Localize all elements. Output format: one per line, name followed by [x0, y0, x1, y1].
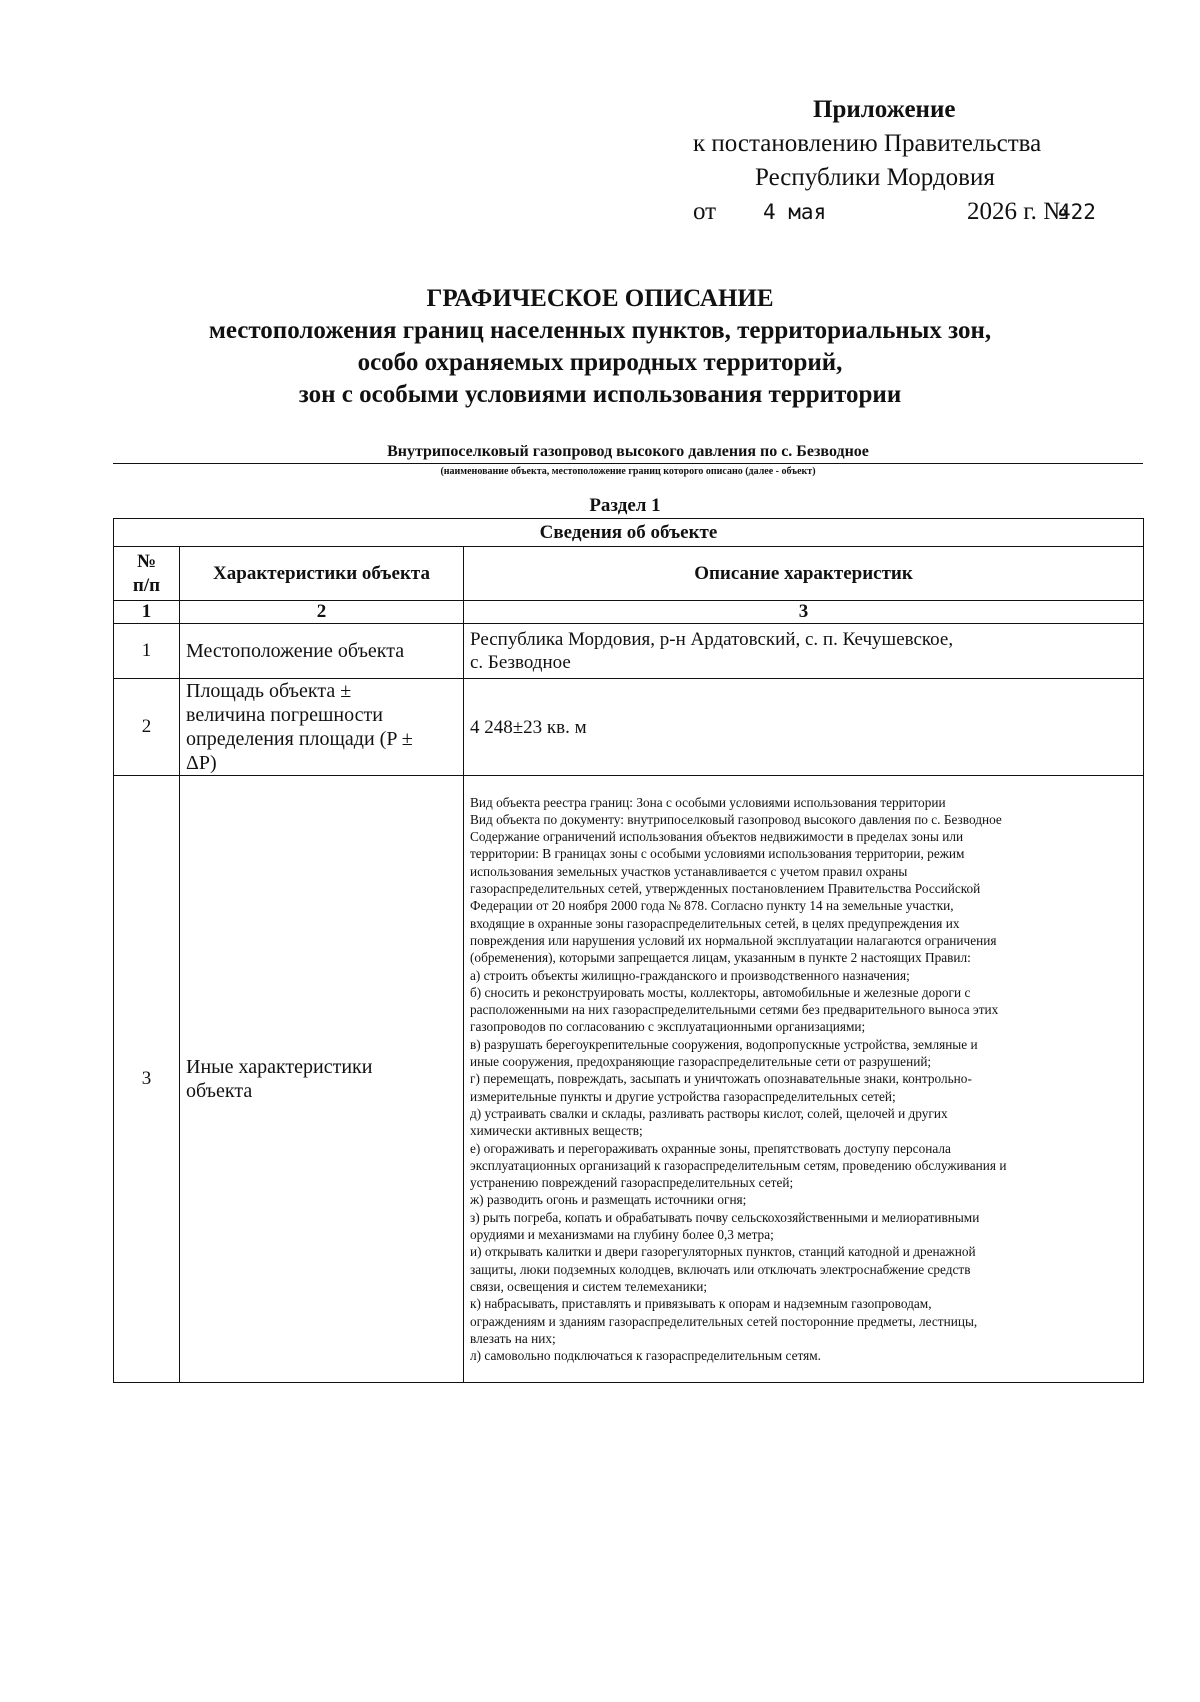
restriction-line: защиты, люки подземных колодцев, включать или отключать электроснабжение средств	[470, 1261, 971, 1277]
restriction-line: Вид объекта реестра границ: Зона с особыми условиями использования территории	[470, 794, 946, 810]
restriction-line: б) сносить и реконструировать мосты, коллекторы, автомобильные и железные дороги с	[470, 984, 971, 1000]
date-day: 4 мая	[763, 200, 827, 224]
restriction-line: повреждения или нарушения условий их нормальной эксплуатации налагаются ограничения	[470, 932, 997, 948]
restriction-line: расположенными на них газораспределительными сетями без предварительного выноса этих	[470, 1002, 999, 1018]
row-number: 1	[114, 624, 180, 679]
restriction-line: химически активных веществ;	[470, 1123, 643, 1139]
title-line-3: особо охраняемых природных территорий,	[357, 349, 843, 376]
restriction-line: устранению повреждений газораспределительных сетей;	[470, 1175, 794, 1191]
row-number: 2	[114, 679, 180, 776]
restriction-line: а) строить объекты жилищно-гражданского и производственного назначения;	[470, 967, 910, 983]
document-number: 422	[1058, 200, 1096, 224]
object-name-underline	[113, 463, 1143, 464]
restriction-line: ограждениям и зданиям газораспределительных сетей посторонние предметы, лестницы,	[470, 1313, 978, 1329]
restriction-line: Вид объекта по документу: внутрипоселковый газопровод высокого давления по с. Безводное	[470, 811, 1002, 827]
title-line-2: местоположения границ населенных пунктов, территориальных зон,	[208, 317, 992, 344]
characteristic-line: ΔP)	[186, 752, 217, 774]
table-row	[114, 776, 1144, 1383]
restriction-line: г) перемещать, повреждать, засыпать и уничтожать опознавательные знаки, контрольно-	[470, 1071, 972, 1087]
column-header-characteristic: Характеристики объекта	[180, 547, 464, 601]
appendix-title: Приложение	[813, 96, 956, 123]
restriction-line: Федерации от 20 ноября 2000 года № 878. Согласно пункту 14 на земельные участки,	[470, 898, 954, 914]
appendix-region: Республики Мордовия	[755, 164, 995, 191]
table-row	[114, 679, 1144, 776]
characteristic-line: Площадь объекта ±	[186, 680, 352, 702]
description-line: Республика Мордовия, р-н Ардатовский, с. п. Кечушевское,	[470, 629, 954, 650]
restriction-line: газопроводов по согласованию с эксплуатационными организациями;	[470, 1019, 866, 1035]
appendix-subtitle: к постановлению Правительства	[693, 130, 1042, 157]
date-year: 2026 г. №	[967, 198, 1068, 225]
object-caption: (наименование объекта, местоположение границ которого описано (далее - объект)	[440, 466, 816, 477]
table-row	[114, 624, 1144, 679]
restriction-line: л) самовольно подключаться к газораспределительным сетям.	[470, 1348, 821, 1364]
restriction-line: е) огораживать и перегораживать охранные зоны, препятствовать доступу персонала	[470, 1140, 951, 1156]
restriction-line: з) рыть погреба, копать и обрабатывать почву сельскохозяйственными и мелиоративными	[470, 1209, 980, 1225]
restriction-line: ж) разводить огонь и размещать источники огня;	[470, 1192, 747, 1208]
column-header-description: Описание характеристик	[464, 547, 1144, 601]
restriction-line: и) открывать калитки и двери газорегуляторных пунктов, станций катодной и дренажной	[470, 1244, 976, 1260]
characteristic-line: объекта	[186, 1080, 253, 1102]
restriction-line: влезать на них;	[470, 1330, 556, 1346]
title-line-4: зон с особыми условиями использования территории	[298, 381, 902, 408]
date-prefix: от	[693, 198, 717, 225]
object-info-table	[113, 518, 1144, 1383]
restriction-line: д) устраивать свалки и склады, разливать растворы кислот, солей, щелочей и других	[470, 1105, 948, 1121]
document-title	[0, 283, 1200, 411]
restriction-line: измерительные пункты и другие устройства газораспределительных сетей;	[470, 1088, 896, 1104]
restriction-line: Содержание ограничений использования объектов недвижимости в пределах зоны или	[470, 829, 964, 845]
column-index-2: 2	[180, 601, 464, 624]
restriction-line: использования земельных участков устанавливается с учетом правил охраны	[470, 863, 908, 879]
restriction-line: газораспределительных сетей, утвержденных постановлением Правительства Российской	[470, 881, 981, 897]
restriction-line: орудиями и механизмами на глубину более 0,3 метра;	[470, 1227, 774, 1243]
characteristic-line: определения площади (P ±	[186, 728, 413, 750]
restriction-line: в) разрушать берегоукрепительные сооружения, водопропускные устройства, земляные и	[470, 1036, 978, 1052]
row-characteristic	[180, 679, 464, 776]
restriction-line: входящие в охранные зоны газораспределительных сетей, в целях предупреждения их	[470, 915, 960, 931]
row-characteristic	[180, 776, 464, 1383]
description-line: с. Безводное	[470, 652, 571, 673]
row-number: 3	[114, 776, 180, 1383]
section-label: Раздел 1	[589, 495, 661, 516]
restriction-line: к) набрасывать, приставлять и привязывать к опорам и надземным газопроводам,	[470, 1296, 932, 1312]
row-description	[464, 624, 1144, 679]
restriction-line: эксплуатационных организаций к газораспределительным сетям, проведению обслуживания и	[470, 1157, 1007, 1173]
row-characteristic: Местоположение объекта	[180, 624, 464, 679]
restriction-line: территории: В границах зоны с особыми условиями использования территории, режим	[470, 846, 965, 862]
column-index-1: 1	[114, 601, 180, 624]
object-name: Внутрипоселковый газопровод высокого давления по с. Безводное	[387, 443, 869, 460]
column-index-3: 3	[464, 601, 1144, 624]
table-title: Сведения об объекте	[114, 519, 1144, 547]
column-header-number-text: № п/п	[132, 550, 161, 596]
restriction-line: иные сооружения, предохраняющие газораспределительные сети от разрушений;	[470, 1054, 932, 1070]
row-description: 4 248±23 кв. м	[464, 679, 1144, 776]
row-description-restrictions	[464, 776, 1144, 1383]
column-header-number	[114, 547, 180, 601]
title-line-1: ГРАФИЧЕСКОЕ ОПИСАНИЕ	[426, 285, 774, 312]
characteristic-line: Иные характеристики	[186, 1056, 373, 1078]
restriction-line: связи, освещения и систем телемеханики;	[470, 1278, 708, 1294]
characteristic-line: величина погрешности	[186, 704, 383, 726]
restriction-line: (обременения), которыми запрещается лицам, указанным в пункте 2 настоящих Правил:	[470, 950, 971, 966]
